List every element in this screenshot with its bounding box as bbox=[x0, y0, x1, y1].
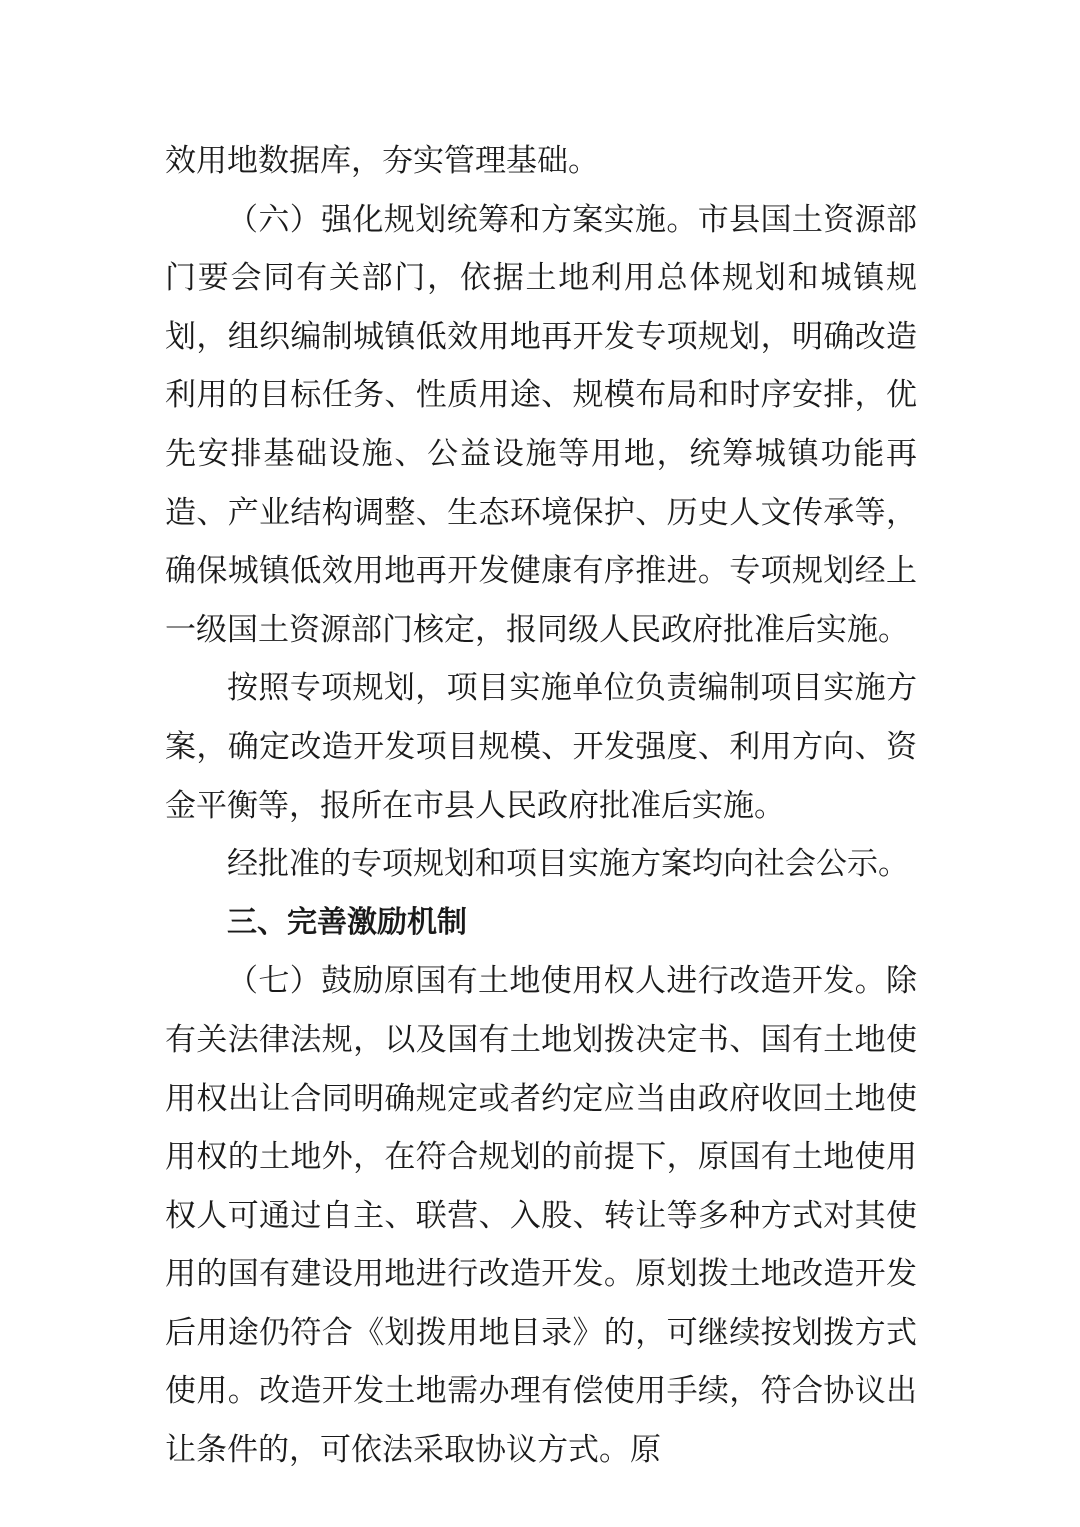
document-body bbox=[165, 132, 917, 1480]
paragraph-public-notice: 经批准的专项规划和项目实施方案均向社会公示。 bbox=[227, 846, 909, 883]
paragraph-implementation-plan: 按照专项规划，项目实施单位负责编制项目实施方案，确定改造开发项目规模、开发强度、利用方向、资金平衡等，报所在市县人民政府批准后实施。 bbox=[165, 670, 917, 824]
paragraph-section-6: （六）强化规划统筹和方案实施。市县国土资源部门要会同有关部门，依据土地利用总体规划和城镇规划，组织编制城镇低效用地再开发专项规划，明确改造利用的目标任务、性质用途、规模布局和时序安排，优先安排基础设施、公益设施等用地，统筹城镇功能再造、产业结构调整、生态环境保护、历史人文传承等，确保城镇低效用地再开发健康有序推进。专项规划经上一级国土资源部门核定，报同级人民政府批准后实施。 bbox=[165, 201, 917, 648]
section-heading-incentives: 三、完善激励机制 bbox=[227, 904, 467, 940]
paragraph-continuation: 效用地数据库，夯实管理基础。 bbox=[165, 143, 599, 179]
paragraph-section-7: （七）鼓励原国有土地使用权人进行改造开发。除有关法律法规，以及国有土地划拨决定书、国有土地使用权出让合同明确规定或者约定应当由政府收回土地使用权的土地外，在符合规划的前提下，原国有土地使用权人可通过自主、联营、入股、转让等多种方式对其使用的国有建设用地进行改造开发。原划拨土地改造开发后用途仍符合《划拨用地目录》的，可继续按划拨方式使用。改造开发土地需办理有偿使用手续，符合协议出让条件的，可依法采取协议方式。原 bbox=[165, 963, 917, 1469]
